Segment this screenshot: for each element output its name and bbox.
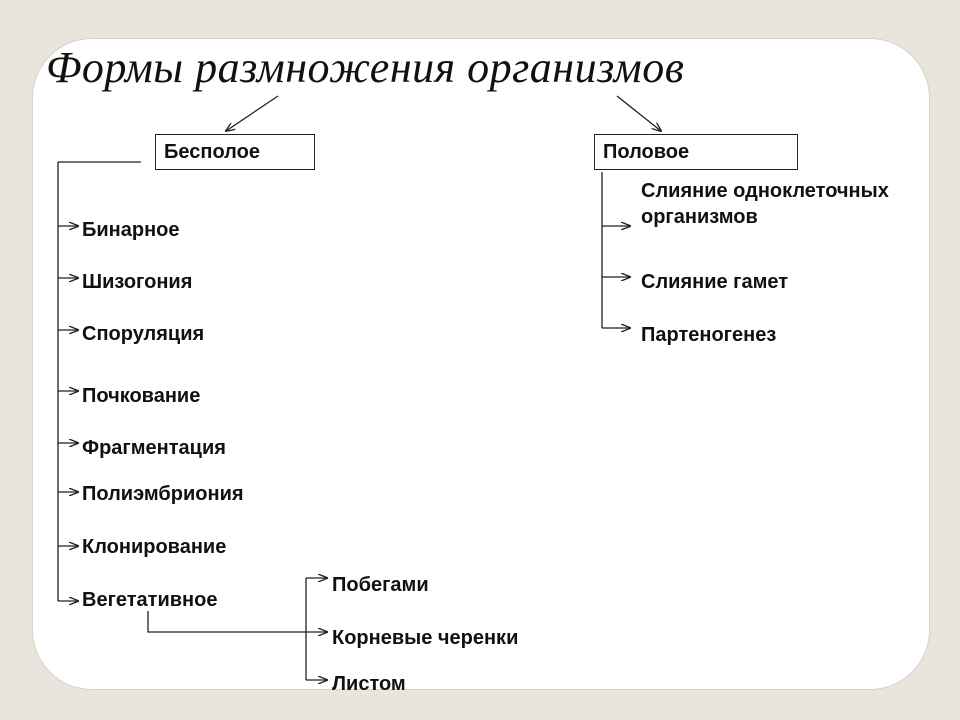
sexual-item-gamete-fusion: Слияние гамет: [641, 271, 789, 293]
asexual-box: [155, 134, 315, 170]
asexual-item-fragmentation: Фрагментация: [82, 437, 226, 459]
asexual-item-budding: Почкование: [82, 385, 201, 407]
sexual-box-label: Половое: [603, 140, 690, 163]
sexual-box: [594, 134, 798, 170]
asexual-item-polyembryony: Полиэмбриония: [82, 483, 244, 505]
title-arrow-sexual: [617, 96, 661, 131]
title-arrow-asexual: [226, 96, 278, 131]
page-title: Формы размножения организмов: [46, 43, 685, 92]
asexual-box-label: Бесполое: [164, 140, 260, 163]
asexual-item-vegetative: Вегетативное: [82, 589, 218, 611]
sexual-item-parthenogenesis: Партеногенез: [641, 324, 777, 346]
asexual-item-schizogony: Шизогония: [82, 271, 193, 293]
vegetative-item-leaf: Листом: [332, 673, 406, 695]
vegetative-connector: [148, 611, 306, 632]
vegetative-item-shoots: Побегами: [332, 574, 429, 596]
asexual-item-cloning: Клонирование: [82, 536, 227, 558]
vegetative-item-root-cuttings: Корневые черенки: [332, 627, 519, 649]
sexual-item-unicellular-fusion: Слияние одноклеточных организмов: [641, 180, 889, 228]
asexual-item-binary: Бинарное: [82, 219, 180, 241]
asexual-item-sporulation: Споруляция: [82, 323, 205, 345]
